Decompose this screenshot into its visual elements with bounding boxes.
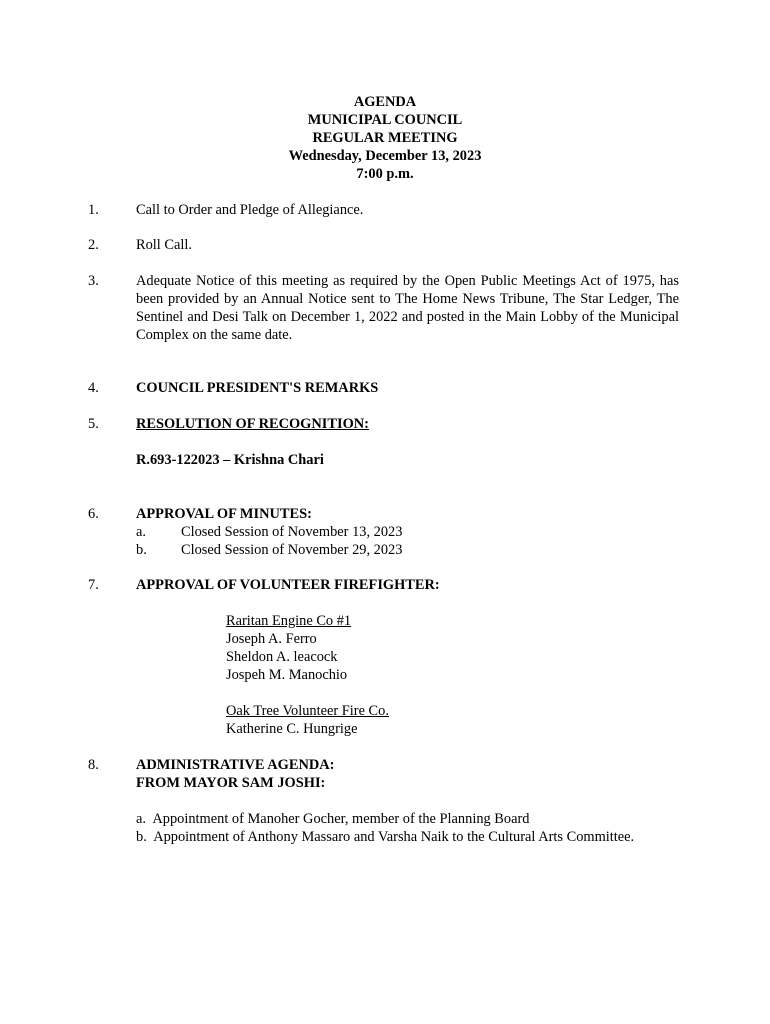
item-4-heading: COUNCIL PRESIDENT'S REMARKS (136, 380, 379, 396)
item-8-number: 8. (88, 757, 99, 773)
fire-company-2-name: Oak Tree Volunteer Fire Co. (226, 703, 389, 719)
item-1-number: 1. (88, 202, 99, 218)
item-2-number: 2. (88, 237, 99, 253)
agenda-header (0, 93, 770, 183)
item-3-notice-paragraph: Adequate Notice of this meeting as required by the Open Public Meetings Act of 1975, has been provided by an Annual Notice sent to The Home News Tribune, The Star Ledger, The Sentinel and Desi Talk on December 1, 2022 and posted in the Main Lobby of the Municipal Complex on the same date. (136, 273, 679, 343)
item-8-subheading: FROM MAYOR SAM JOSHI: (136, 775, 326, 791)
minutes-a-letter: a. (136, 524, 146, 540)
item-2-text: Roll Call. (136, 237, 192, 253)
item-5-number: 5. (88, 416, 99, 432)
item-3-number: 3. (88, 273, 99, 289)
item-8-heading: ADMINISTRATIVE AGENDA: (136, 757, 335, 773)
firefighter-name: Katherine C. Hungrige (226, 721, 358, 737)
item-1-text: Call to Order and Pledge of Allegiance. (136, 202, 364, 218)
admin-item-b: b. Appointment of Anthony Massaro and Varsha Naik to the Cultural Arts Committee. (136, 829, 635, 845)
minutes-b-text: Closed Session of November 29, 2023 (181, 542, 403, 558)
header-time: 7:00 p.m. (356, 166, 414, 182)
minutes-a-text: Closed Session of November 13, 2023 (181, 524, 403, 540)
item-4-number: 4. (88, 380, 99, 396)
header-meeting-type: REGULAR MEETING (312, 130, 458, 146)
firefighter-name: Sheldon A. leacock (226, 649, 338, 665)
item-5-heading: RESOLUTION OF RECOGNITION: (136, 416, 369, 432)
resolution-line: R.693-122023 – Krishna Chari (136, 452, 324, 468)
item-7-heading: APPROVAL OF VOLUNTEER FIREFIGHTER: (136, 577, 440, 593)
firefighter-name: Joseph A. Ferro (226, 631, 317, 647)
item-6-heading: APPROVAL OF MINUTES: (136, 506, 312, 522)
minutes-b-letter: b. (136, 542, 147, 558)
header-council: MUNICIPAL COUNCIL (307, 112, 463, 128)
item-7-number: 7. (88, 577, 99, 593)
admin-item-a: a. Appointment of Manoher Gocher, member of the Planning Board (136, 811, 530, 827)
firefighter-name: Jospeh M. Manochio (226, 667, 348, 683)
header-date: Wednesday, December 13, 2023 (288, 148, 482, 164)
fire-company-1-name: Raritan Engine Co #1 (226, 613, 352, 629)
header-title: AGENDA (353, 94, 417, 110)
item-6-number: 6. (88, 506, 99, 522)
